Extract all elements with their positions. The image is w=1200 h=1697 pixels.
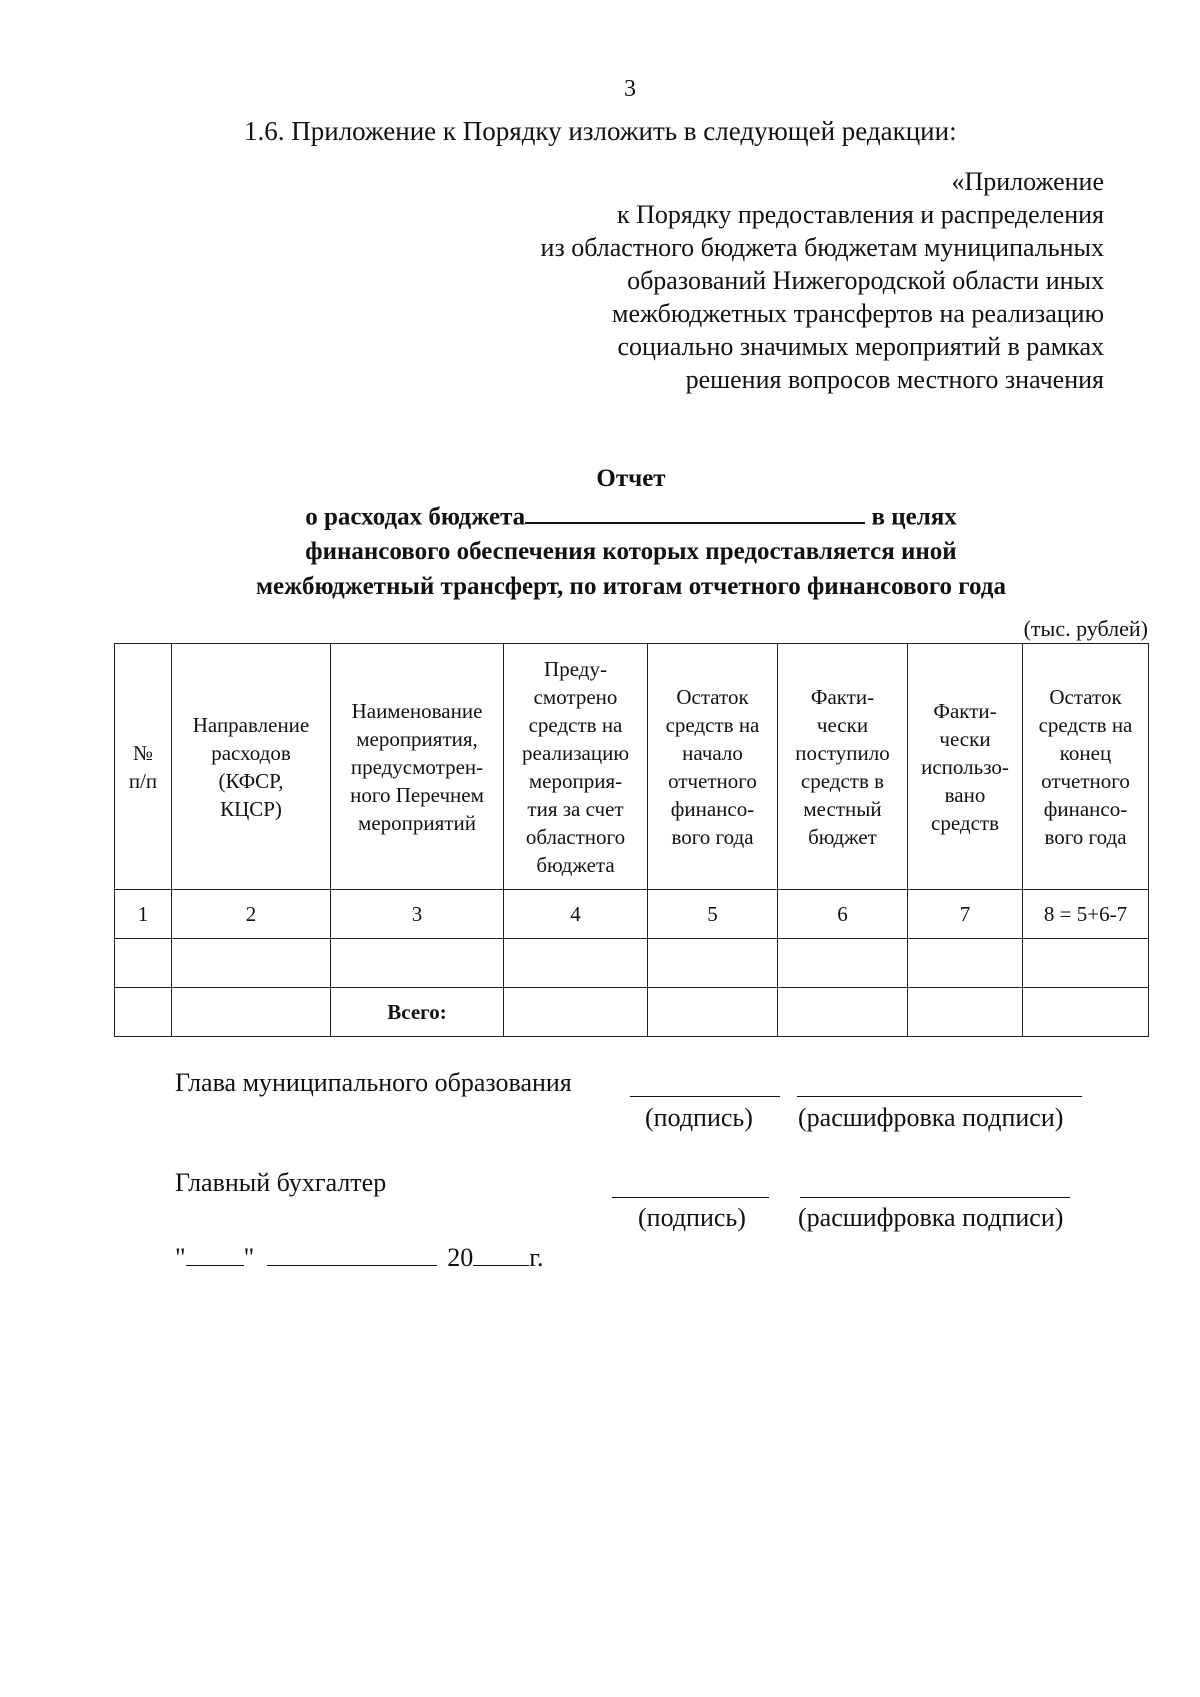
report-subtitle-line-3: межбюджетный трансферт, по итогам отчетного финансового года	[256, 573, 1006, 601]
table-cell	[1023, 988, 1149, 1037]
accountant-decoding-caption: (расшифровка подписи)	[798, 1203, 1064, 1232]
head-decoding-caption: (расшифровка подписи)	[798, 1103, 1064, 1132]
column-header: № п/п	[115, 644, 172, 890]
budget-name-blank	[525, 496, 865, 524]
column-header: Остаток средств на начало отчетного финансо- вого года	[648, 644, 778, 890]
date-quote-close: "	[243, 1243, 255, 1272]
column-header: Остаток средств на конец отчетного финансо- вого года	[1023, 644, 1149, 890]
appendix-header-line: решения вопросов местного значения	[685, 365, 1104, 394]
report-title: Отчет	[596, 465, 666, 492]
table-cell	[172, 939, 331, 988]
accountant-signature-line	[612, 1197, 769, 1198]
table-cell	[648, 939, 778, 988]
column-number: 8 = 5+6-7	[1023, 890, 1149, 939]
column-number: 4	[504, 890, 648, 939]
head-decoding-line	[797, 1096, 1082, 1097]
date-quote-open: "	[175, 1243, 186, 1272]
table-cell	[172, 988, 331, 1037]
head-signature-label: Глава муниципального образования	[175, 1068, 572, 1097]
table-cell	[115, 939, 172, 988]
column-number: 5	[648, 890, 778, 939]
date-line	[175, 1239, 543, 1273]
column-header: Наименование мероприятия, предусмотрен- ного Перечнем мероприятий	[331, 644, 504, 890]
head-signature-line	[630, 1096, 780, 1097]
appendix-header-line: социально значимых мероприятий в рамках	[617, 332, 1104, 361]
column-header: Факти- чески поступило средств в местный бюджет	[778, 644, 908, 890]
appendix-header-line: к Порядку предоставления и распределения	[616, 200, 1104, 229]
report-subtitle-prefix: о расходах бюджета	[305, 503, 526, 531]
total-label: Всего:	[331, 988, 504, 1037]
appendix-header	[541, 165, 1104, 396]
units-note: (тыс. рублей)	[1023, 616, 1148, 641]
table-cell	[908, 988, 1023, 1037]
appendix-header-line: из областного бюджета бюджетам муниципальных	[540, 233, 1104, 262]
year-suffix: г.	[529, 1243, 544, 1272]
table-cell	[331, 939, 504, 988]
table-cell	[908, 939, 1023, 988]
table-cell	[1023, 939, 1149, 988]
table-cell	[504, 939, 648, 988]
column-header: Преду- смотрено средств на реализацию мероприя- тия за счет областного бюджета	[504, 644, 648, 890]
table-row	[115, 939, 1149, 988]
page-number: 3	[624, 76, 636, 102]
table-cell	[778, 939, 908, 988]
appendix-header-line: «Приложение	[951, 167, 1104, 196]
report-subtitle-line-1	[0, 496, 1200, 534]
day-blank	[186, 1239, 244, 1266]
report-subtitle-suffix: в целях	[871, 503, 957, 531]
column-number-row	[115, 890, 1149, 939]
column-number: 1	[115, 890, 172, 939]
table-cell	[504, 988, 648, 1037]
column-number: 2	[172, 890, 331, 939]
month-blank	[267, 1239, 437, 1266]
report-table	[114, 643, 1149, 1037]
accountant-signature-label: Главный бухгалтер	[175, 1168, 387, 1197]
column-number: 3	[331, 890, 504, 939]
table-cell	[648, 988, 778, 1037]
appendix-header-line: образований Нижегородской области иных	[627, 266, 1104, 295]
report-subtitle-line-2: финансового обеспечения которых предоставляется иной	[305, 538, 957, 566]
column-header: Факти- чески использо- вано средств	[908, 644, 1023, 890]
report-title-block	[0, 461, 1200, 604]
table-header-row	[115, 644, 1149, 890]
accountant-decoding-line	[800, 1197, 1070, 1198]
column-header: Направление расходов (КФСР, КЦСР)	[172, 644, 331, 890]
table-cell	[115, 988, 172, 1037]
appendix-header-line: межбюджетных трансфертов на реализацию	[612, 299, 1104, 328]
column-number: 6	[778, 890, 908, 939]
table-cell	[778, 988, 908, 1037]
year-prefix: 20	[447, 1243, 474, 1272]
accountant-signature-caption: (подпись)	[638, 1203, 746, 1232]
head-signature-caption: (подпись)	[645, 1103, 753, 1132]
year-blank	[473, 1239, 529, 1266]
amendment-instruction: 1.6. Приложение к Порядку изложить в следующей редакции:	[244, 116, 957, 146]
column-number: 7	[908, 890, 1023, 939]
total-row	[115, 988, 1149, 1037]
